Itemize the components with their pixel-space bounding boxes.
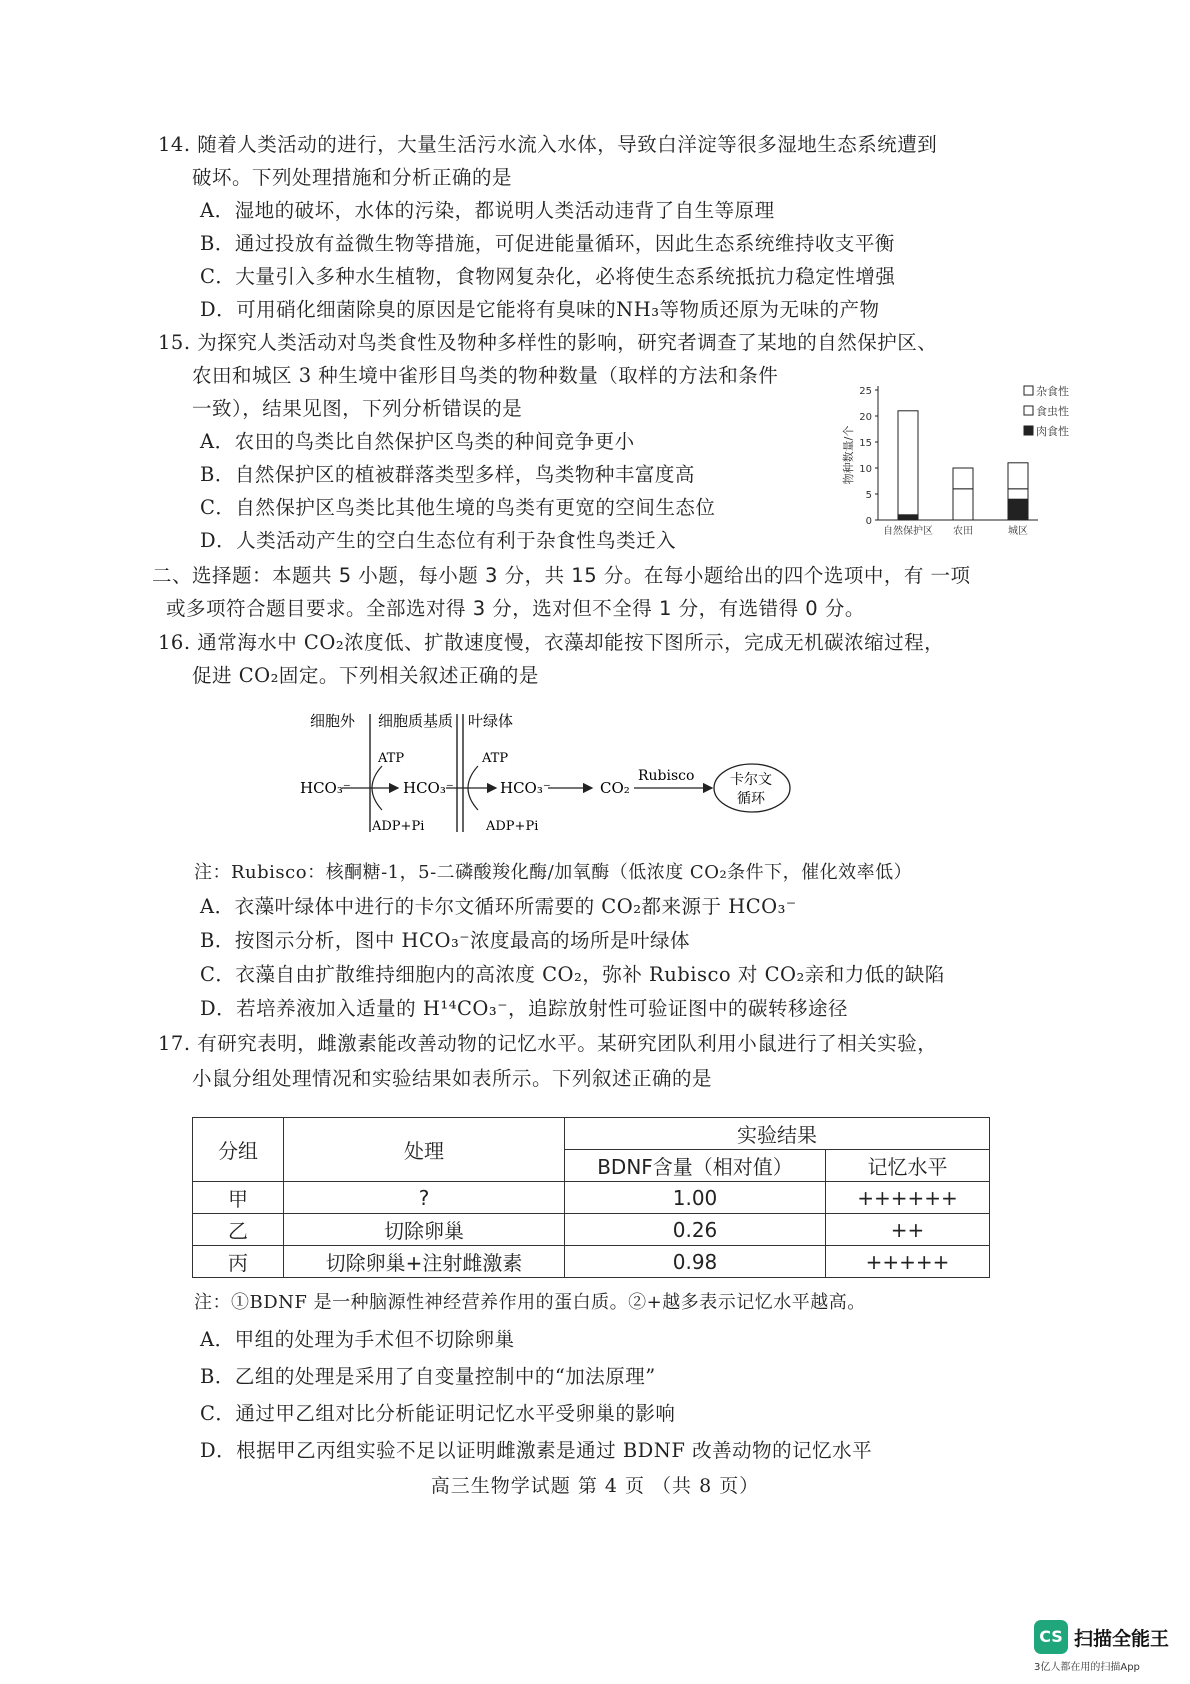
adp-label-1: ADP+Pi [372,819,425,834]
x-tick-label: 自然保护区 [883,526,933,537]
y-tick-label: 20 [859,412,872,423]
region-extracellular: 细胞外 [310,712,356,730]
q14-option-b: B．通过投放有益微生物等措施，可促进能量循环，因此生态系统维持收支平衡 [200,232,895,255]
bar-segment [1008,463,1028,489]
cell-bdnf: 0.26 [565,1214,826,1246]
bar-segment [898,515,918,520]
table-row [193,1182,990,1214]
watermark-name: 扫描全能王 [1074,1628,1170,1650]
bar-segment [953,489,973,520]
legend-swatch [1024,426,1033,435]
q16-option-a: A．衣藻叶绿体中进行的卡尔文循环所需要的 CO₂都来源于 HCO₃⁻ [200,895,797,918]
q15-stem-line3: 一致），结果见图，下列分析错误的是 [192,397,523,420]
y-tick-label: 0 [865,516,872,527]
camscanner-logo-icon: CS [1034,1620,1068,1654]
y-tick-label: 5 [865,490,872,501]
legend-label: 杂食性 [1036,385,1069,398]
page-footer: 高三生物学试题 第 4 页 （共 8 页） [430,1475,760,1497]
q14-stem-line2: 破坏。下列处理措施和分析正确的是 [192,166,513,189]
cell-treatment: ? [284,1182,565,1214]
cell-group: 甲 [193,1182,284,1214]
bar-segment [1008,489,1028,499]
section2-heading: 二、选择题：本题共 5 小题，每小题 3 分，共 15 分。在每小题给出的四个选项中，有 一项 [152,564,971,587]
q14-option-d: D．可用硝化细菌除臭的原因是它能将有臭味的NH₃等物质还原为无味的产物 [200,298,880,321]
hco3-cytoplasm: HCO₃⁻ [403,779,454,797]
q16-option-c: C．衣藻自由扩散维持细胞内的高浓度 CO₂，弥补 Rubisco 对 CO₂亲和力低的缺陷 [200,963,945,986]
y-tick-label: 15 [859,438,872,449]
header-results: 实验结果 [565,1118,990,1150]
results-table [192,1117,990,1278]
q17-option-b: B．乙组的处理是采用了自变量控制中的“加法原理” [200,1365,656,1388]
cell-memory: +++++ [826,1246,990,1278]
table-row [193,1246,990,1278]
q17-option-c: C．通过甲乙组对比分析能证明记忆水平受卵巢的影响 [200,1402,676,1425]
q16-stem-line1: 16. 通常海水中 CO₂浓度低、扩散速度慢，衣藻却能按下图所示，完成无机碳浓缩过程， [158,631,945,654]
legend-swatch [1024,406,1033,415]
scanner-watermark [1034,1620,1184,1672]
q15-option-d: D．人类活动产生的空白生态位有利于杂食性鸟类迁入 [200,529,677,552]
bird-species-chart [838,380,1088,570]
rubisco-label: Rubisco [638,768,695,784]
cell-bdnf: 0.98 [565,1246,826,1278]
legend-swatch [1024,386,1033,395]
y-tick-label: 25 [859,386,872,397]
region-cytoplasm: 细胞质基质 [378,712,454,730]
table-row [193,1214,990,1246]
bar-segment [898,411,918,515]
q15-stem-line1: 15. 为探究人类活动对鸟类食性及物种多样性的影响，研究者调查了某地的自然保护区、 [158,331,938,354]
q17-option-a: A．甲组的处理为手术但不切除卵巢 [200,1328,515,1351]
cell-memory: ++ [826,1214,990,1246]
atp-label-2: ATP [482,751,509,766]
bar-segment [1008,499,1028,520]
q15-option-b: B．自然保护区的植被群落类型多样，鸟类物种丰富度高 [200,463,695,486]
q16-stem-line2: 促进 CO₂固定。下列相关叙述正确的是 [192,664,539,687]
hco3-extracellular: HCO₃⁻ [300,779,351,797]
calvin-cycle-line1: 卡尔文 [730,772,772,788]
cell-treatment: 切除卵巢+注射雌激素 [284,1246,565,1278]
q16-option-b: B．按图示分析，图中 HCO₃⁻浓度最高的场所是叶绿体 [200,929,691,952]
q14-option-a: A．湿地的破坏，水体的污染，都说明人类活动违背了自生等原理 [200,199,775,222]
q15-option-c: C．自然保护区鸟类比其他生境的鸟类有更宽的空间生态位 [200,496,716,519]
carbon-concentration-diagram [300,710,860,840]
q15-option-a: A．农田的鸟类比自然保护区鸟类的种间竞争更小 [200,430,635,453]
legend-label: 肉食性 [1036,425,1069,438]
q17-stem-line2: 小鼠分组处理情况和实验结果如表所示。下列叙述正确的是 [192,1067,713,1090]
header-memory: 记忆水平 [826,1150,990,1182]
cell-bdnf: 1.00 [565,1182,826,1214]
x-tick-label: 城区 [1008,526,1028,537]
legend-label: 食虫性 [1036,405,1069,418]
section2-instructions: 或多项符合题目要求。全部选对得 3 分，选对但不全得 1 分，有选错得 0 分。 [166,597,865,620]
cell-group: 乙 [193,1214,284,1246]
q16-option-d: D．若培养液加入适量的 H¹⁴CO₃⁻，追踪放射性可验证图中的碳转移途径 [200,997,848,1020]
y-tick-label: 10 [859,464,872,475]
watermark-tagline: 3亿人都在用的扫描App [1034,1662,1140,1673]
header-group: 分组 [193,1118,284,1182]
q15-stem-line2: 农田和城区 3 种生境中雀形目鸟类的物种数量（取样的方法和条件 [192,364,779,387]
cell-treatment: 切除卵巢 [284,1214,565,1246]
cell-group: 丙 [193,1246,284,1278]
calvin-cycle-line2: 循环 [737,791,765,807]
q17-note: 注：①BDNF 是一种脑源性神经营养作用的蛋白质。②+越多表示记忆水平越高。 [194,1292,866,1313]
q14-option-c: C．大量引入多种水生植物，食物网复杂化，必将使生态系统抵抗力稳定性增强 [200,265,896,288]
co2-label: CO₂ [600,779,630,797]
bar-segment [953,468,973,489]
x-tick-label: 农田 [953,526,973,537]
q17-stem-line1: 17. 有研究表明，雌激素能改善动物的记忆水平。某研究团队利用小鼠进行了相关实验， [158,1032,938,1055]
header-treatment: 处理 [284,1118,565,1182]
cell-memory: ++++++ [826,1182,990,1214]
adp-label-2: ADP+Pi [486,819,539,834]
header-bdnf: BDNF含量（相对值） [565,1150,826,1182]
y-axis-label: 物种数量/个 [842,425,855,485]
q14-stem-line1: 14. 随着人类活动的进行，大量生活污水流入水体，导致白洋淀等很多湿地生态系统遭到 [158,133,938,156]
hco3-chloroplast: HCO₃⁻ [500,779,551,797]
q16-note: 注：Rubisco：核酮糖-1，5-二磷酸羧化酶/加氧酶（低浓度 CO₂条件下，催化效率低） [194,862,913,883]
q17-option-d: D．根据甲乙丙组实验不足以证明雌激素是通过 BDNF 改善动物的记忆水平 [200,1439,873,1462]
atp-label-1: ATP [378,751,405,766]
region-chloroplast: 叶绿体 [468,712,514,730]
